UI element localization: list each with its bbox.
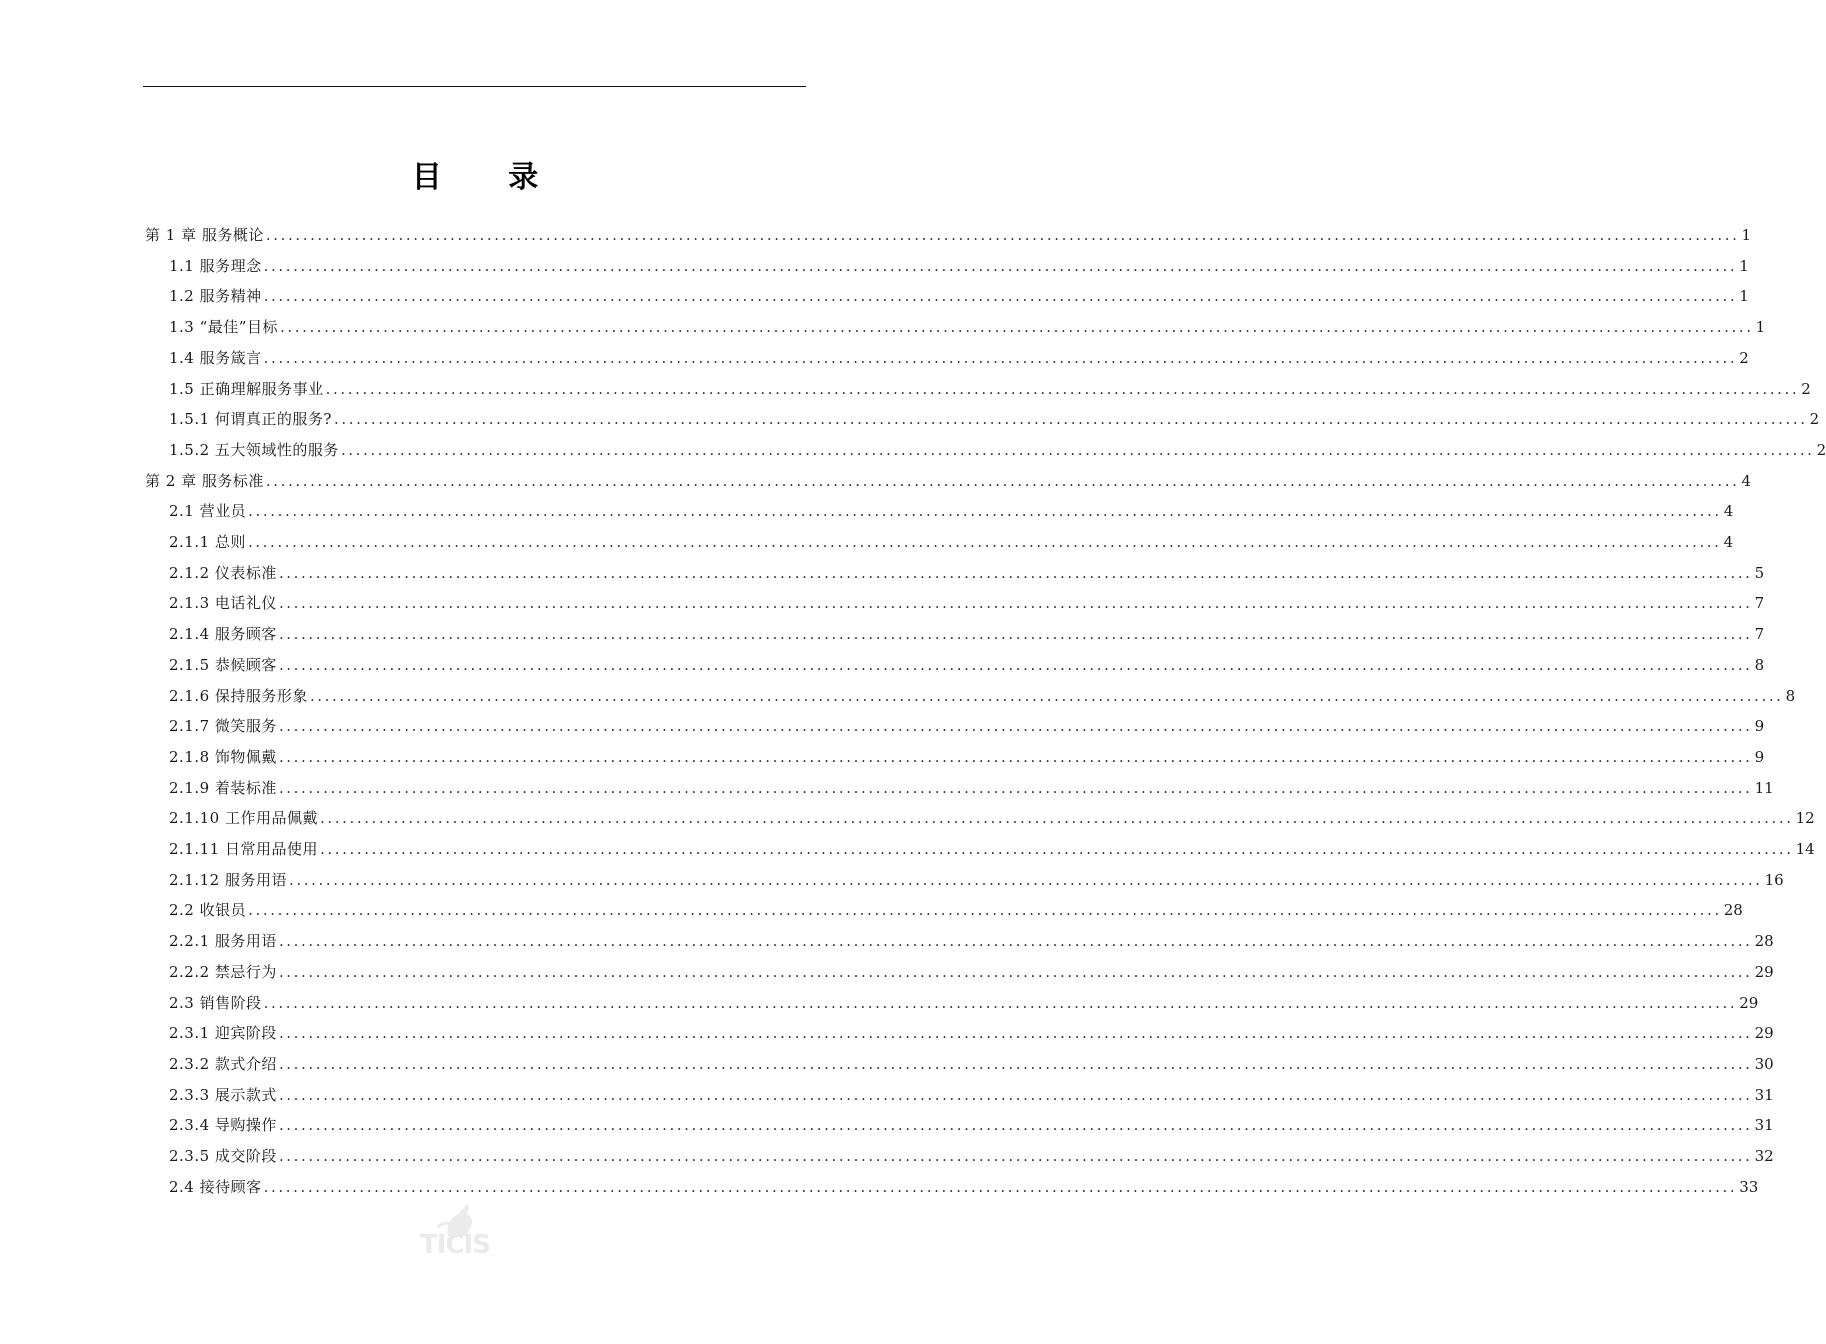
toc-entry[interactable]: [169, 496, 1734, 526]
toc-entry-page-number: 2: [1739, 348, 1749, 367]
page-title: 目 录: [411, 160, 567, 196]
dot-leader: ........................................................................................................................................................................................................: [248, 901, 1722, 920]
toc-entry[interactable]: [169, 1110, 1774, 1140]
toc-entry-page-number: 7: [1754, 625, 1765, 644]
toc-entry[interactable]: [169, 343, 1749, 373]
toc-entry-label: 第 2 章 服务标准: [145, 471, 264, 490]
toc-entry-label: 1.2 服务精神: [169, 287, 262, 306]
toc-entry-page-number: 11: [1754, 778, 1774, 797]
toc-entry-label: 1.1 服务理念: [169, 256, 262, 275]
toc-entry-page-number: 4: [1741, 471, 1752, 490]
toc-entry-page-number: 9: [1754, 747, 1765, 766]
toc-entry-label: 1.5.1 何谓真正的服务?: [169, 410, 332, 429]
dot-leader: ........................................................................................................................................................................................................: [278, 717, 1753, 736]
toc-entry-label: 2.3 销售阶段: [169, 993, 262, 1012]
toc-entry-label: 2.3.4 导购操作: [169, 1116, 277, 1135]
toc-entry-page-number: 1: [1755, 318, 1766, 337]
toc-entry-page-number: 16: [1764, 870, 1784, 889]
dot-leader: ........................................................................................................................................................................................................: [319, 809, 1794, 828]
dot-leader: ........................................................................................................................................................................................................: [278, 1054, 1753, 1073]
toc-entry-page-number: 28: [1754, 932, 1774, 951]
dot-leader: ........................................................................................................................................................................................................: [278, 962, 1753, 981]
toc-entry[interactable]: [169, 281, 1749, 311]
toc-entry-label: 2.1.6 保持服务形象: [169, 686, 308, 705]
toc-entry-label: 2.1.11 日常用品使用: [169, 840, 318, 858]
toc-entry[interactable]: [169, 251, 1749, 281]
dot-leader: ........................................................................................................................................................................................................: [263, 348, 1738, 367]
dot-leader: ........................................................................................................................................................................................................: [263, 256, 1738, 275]
toc-entry-page-number: 2: [1809, 410, 1820, 429]
toc-entry[interactable]: [169, 957, 1774, 987]
toc-entry-label: 1.5.2 五大领域性的服务: [169, 440, 339, 459]
toc-entry-label: 2.3.2 款式介绍: [169, 1054, 277, 1073]
dot-leader: ........................................................................................................................................................................................................: [279, 318, 1754, 337]
toc-entry-page-number: 8: [1785, 686, 1796, 705]
toc-entry-page-number: 29: [1754, 962, 1774, 981]
toc-entry-page-number: 2: [1816, 440, 1826, 459]
toc-entry-page-number: 29: [1739, 993, 1759, 1012]
toc-entry[interactable]: [169, 803, 1815, 833]
toc-entry[interactable]: [169, 988, 1759, 1018]
toc-entry-label: 2.1.8 饰物佩戴: [169, 747, 277, 766]
toc-entry-label: 2.1.10 工作用品佩戴: [169, 809, 318, 828]
toc-entry[interactable]: [169, 681, 1796, 711]
toc-entry[interactable]: [169, 558, 1765, 588]
dot-leader: ........................................................................................................................................................................................................: [278, 655, 1753, 674]
toc-entry-page-number: 5: [1754, 563, 1765, 582]
dot-leader: ........................................................................................................................................................................................................: [278, 747, 1753, 766]
dot-leader: ........................................................................................................................................................................................................: [248, 502, 1722, 521]
toc-entry[interactable]: [169, 1080, 1774, 1110]
dot-leader: ........................................................................................................................................................................................................: [265, 471, 1740, 490]
dot-leader: ........................................................................................................................................................................................................: [278, 594, 1753, 613]
toc-entry-page-number: 1: [1739, 287, 1749, 306]
toc-entry-label: 2.2.2 禁忌行为: [169, 962, 277, 981]
dot-leader: ........................................................................................................................................................................................................: [278, 778, 1753, 797]
toc-entry-label: 2.1.9 着装标准: [169, 778, 277, 797]
dot-leader: ........................................................................................................................................................................................................: [288, 870, 1763, 889]
toc-entry-label: 2.3.3 展示款式: [169, 1085, 277, 1104]
toc-entry-page-number: 1: [1741, 226, 1752, 244]
toc-entry-label: 2.2 收银员: [169, 901, 247, 920]
toc-entry-page-number: 28: [1723, 901, 1743, 920]
toc-entry[interactable]: [169, 404, 1820, 434]
header-rule: [143, 86, 806, 87]
toc-entry-label: 2.3.1 迎宾阶段: [169, 1024, 277, 1043]
toc-entry-page-number: 31: [1754, 1085, 1774, 1104]
toc-entry[interactable]: [169, 865, 1784, 895]
toc-entry-label: 1.5 正确理解服务事业: [169, 379, 324, 398]
toc-entry-page-number: 31: [1754, 1116, 1774, 1135]
toc-entry-page-number: 30: [1754, 1054, 1774, 1073]
toc-entry[interactable]: [169, 1141, 1774, 1171]
dot-leader: ........................................................................................................................................................................................................: [309, 686, 1784, 705]
dot-leader: ........................................................................................................................................................................................................: [278, 1085, 1753, 1104]
toc-entry-label: 2.1 营业员: [169, 502, 247, 521]
dot-leader: ........................................................................................................................................................................................................: [278, 625, 1753, 644]
toc-entry[interactable]: [169, 435, 1826, 465]
toc-entry[interactable]: [169, 711, 1765, 741]
watermark-text: TICIS: [420, 1230, 490, 1260]
dot-leader: ........................................................................................................................................................................................................: [263, 1177, 1738, 1196]
toc-entry[interactable]: [169, 312, 1766, 342]
toc-entry-label: 2.1.3 电话礼仪: [169, 594, 277, 613]
toc-entry-label: 2.1.12 服务用语: [169, 870, 287, 889]
toc-entry[interactable]: [169, 742, 1765, 772]
toc-entry[interactable]: [169, 1172, 1759, 1202]
toc-entry[interactable]: [169, 1049, 1774, 1079]
dot-leader: ........................................................................................................................................................................................................: [263, 287, 1738, 306]
toc-entry[interactable]: [169, 588, 1765, 618]
toc-entry[interactable]: [169, 374, 1811, 404]
toc-entry-page-number: 9: [1754, 717, 1765, 736]
watermark: [410, 1200, 500, 1280]
toc-entry-page-number: 4: [1723, 533, 1734, 551]
toc-entry-label: 第 1 章 服务概论: [145, 226, 264, 244]
toc-entry[interactable]: [169, 650, 1765, 680]
dot-leader: ........................................................................................................................................................................................................: [278, 1147, 1753, 1165]
toc-entry[interactable]: [169, 895, 1743, 925]
toc-entry-label: 1.3 “最佳”目标: [169, 318, 278, 337]
dot-leader: ........................................................................................................................................................................................................: [247, 533, 1722, 551]
toc-entry-page-number: 12: [1795, 809, 1815, 828]
toc-entry-page-number: 4: [1723, 502, 1734, 521]
toc-entry-label: 2.2.1 服务用语: [169, 932, 277, 951]
dot-leader: ........................................................................................................................................................................................................: [325, 379, 1800, 398]
toc-entry-page-number: 33: [1739, 1177, 1759, 1196]
toc-entry-label: 2.3.5 成交阶段: [169, 1147, 277, 1165]
dot-leader: ........................................................................................................................................................................................................: [263, 993, 1738, 1012]
dot-leader: ........................................................................................................................................................................................................: [319, 840, 1794, 858]
dot-leader: ........................................................................................................................................................................................................: [278, 1116, 1753, 1135]
dot-leader: ........................................................................................................................................................................................................: [278, 1024, 1753, 1043]
toc-entry-page-number: 14: [1795, 840, 1815, 858]
dot-leader: ........................................................................................................................................................................................................: [278, 932, 1753, 951]
dot-leader: ........................................................................................................................................................................................................: [278, 563, 1753, 582]
toc-entry[interactable]: [169, 773, 1774, 803]
toc-entry-label: 2.1.4 服务顾客: [169, 625, 277, 644]
toc-entry[interactable]: [169, 834, 1815, 864]
toc-entry-page-number: 2: [1801, 379, 1811, 398]
toc-entry-page-number: 8: [1754, 655, 1765, 674]
toc-entry-label: 2.1.7 微笑服务: [169, 717, 277, 736]
dot-leader: ........................................................................................................................................................................................................: [333, 410, 1808, 429]
toc-entry-page-number: 32: [1754, 1147, 1774, 1165]
toc-entry-page-number: 1: [1739, 256, 1749, 275]
toc-entry[interactable]: [145, 220, 1752, 250]
toc-entry-label: 1.4 服务箴言: [169, 348, 262, 367]
dot-leader: ........................................................................................................................................................................................................: [265, 226, 1740, 244]
toc-entry-label: 2.1.1 总则: [169, 533, 246, 551]
toc-entry-label: 2.4 接待顾客: [169, 1177, 262, 1196]
toc-entry[interactable]: [169, 1018, 1774, 1048]
toc-entry-label: 2.1.5 恭候顾客: [169, 655, 277, 674]
toc-entry[interactable]: [169, 527, 1734, 557]
toc-entry-page-number: 7: [1754, 594, 1765, 613]
toc-entry[interactable]: [145, 466, 1752, 496]
dot-leader: ........................................................................................................................................................................................................: [340, 440, 1815, 459]
toc-entry-label: 2.1.2 仪表标准: [169, 563, 277, 582]
toc-entry-page-number: 29: [1754, 1024, 1774, 1043]
toc-entry[interactable]: [169, 926, 1774, 956]
toc-entry[interactable]: [169, 619, 1765, 649]
